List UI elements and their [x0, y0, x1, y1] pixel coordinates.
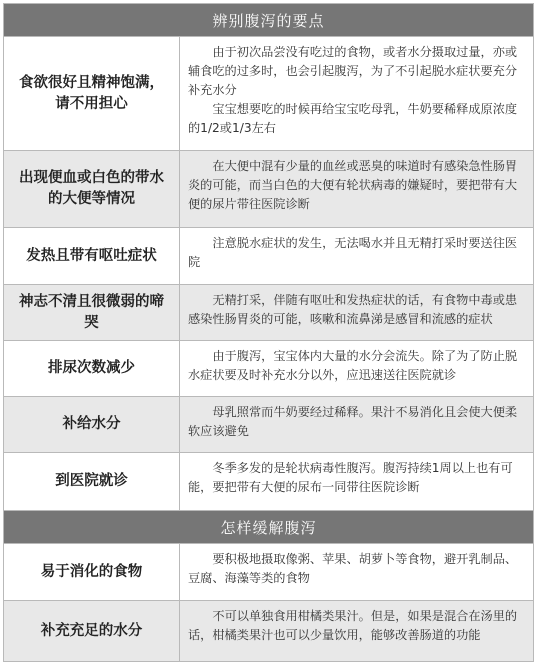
row-description [180, 37, 533, 150]
row-label: 排尿次数减少 [4, 341, 180, 396]
row-paragraph: 无精打采，伴随有呕吐和发热症状的话，有食物中毒或患感染性肠胃炎的可能，咳嗽和流鼻涕是感冒和流感的症状 [188, 293, 518, 326]
row-description [180, 151, 533, 227]
row-description [180, 228, 533, 284]
table-row [4, 544, 533, 601]
row-paragraph: 要积极地摄取像粥、苹果、胡萝卜等食物，避开乳制品、豆腐、海藻等类的食物 [188, 552, 518, 585]
table-row [4, 37, 533, 151]
row-label: 出现便血或白色的带水的大便等情况 [4, 151, 180, 227]
table-row [4, 341, 533, 397]
row-label: 补充充足的水分 [4, 601, 180, 661]
row-paragraph: 注意脱水症状的发生，无法喝水并且无精打采时要送往医院 [188, 236, 518, 269]
row-paragraph: 由于初次品尝没有吃过的食物，或者水分摄取过量，亦或辅食吃的过多时，也会引起腹泻，为了不引起脱水症状要充分补充水分 [188, 45, 518, 97]
row-paragraph: 母乳照常而牛奶要经过稀释。果汁不易消化且会使大便柔软应该避免 [188, 405, 518, 438]
row-paragraph: 由于腹泻，宝宝体内大量的水分会流失。除了为了防止脱水症状要及时补充水分以外，应迅速送往医院就诊 [188, 349, 518, 382]
section-header-identify: 辨别腹泻的要点 [4, 4, 533, 37]
row-paragraph: 不可以单独食用柑橘类果汁。但是，如果是混合在汤里的话，柑橘类果汁也可以少量饮用，能够改善肠道的功能 [188, 609, 518, 642]
table-row [4, 151, 533, 228]
table-row [4, 453, 533, 511]
row-paragraph: 在大便中混有少量的血丝或恶臭的味道时有感染急性肠胃炎的可能，而当白色的大便有轮状病毒的嫌疑时，要把带有大便的尿片带往医院诊断 [188, 159, 518, 211]
row-label: 神志不清且很微弱的啼哭 [4, 285, 180, 340]
section-header-relief: 怎样缓解腹泻 [4, 511, 533, 544]
row-description [180, 453, 533, 510]
row-paragraph: 宝宝想要吃的时候再给宝宝吃母乳，牛奶要稀释成原浓度的1/2或1/3左右 [188, 102, 518, 135]
row-description [180, 397, 533, 452]
row-description [180, 544, 533, 600]
table-row [4, 228, 533, 285]
row-description [180, 341, 533, 396]
row-label: 食欲很好且精神饱满，请不用担心 [4, 37, 180, 150]
row-description [180, 601, 533, 661]
diarrhea-info-table [3, 3, 534, 662]
row-label: 易于消化的食物 [4, 544, 180, 600]
table-row [4, 285, 533, 341]
table-row [4, 601, 533, 661]
row-paragraph: 冬季多发的是轮状病毒性腹泻。腹泻持续1周以上也有可能，要把带有大便的尿布一同带往医院诊断 [188, 461, 513, 494]
row-description [180, 285, 533, 340]
row-label: 补给水分 [4, 397, 180, 452]
table-row [4, 397, 533, 453]
row-label: 发热且带有呕吐症状 [4, 228, 180, 284]
row-label: 到医院就诊 [4, 453, 180, 510]
